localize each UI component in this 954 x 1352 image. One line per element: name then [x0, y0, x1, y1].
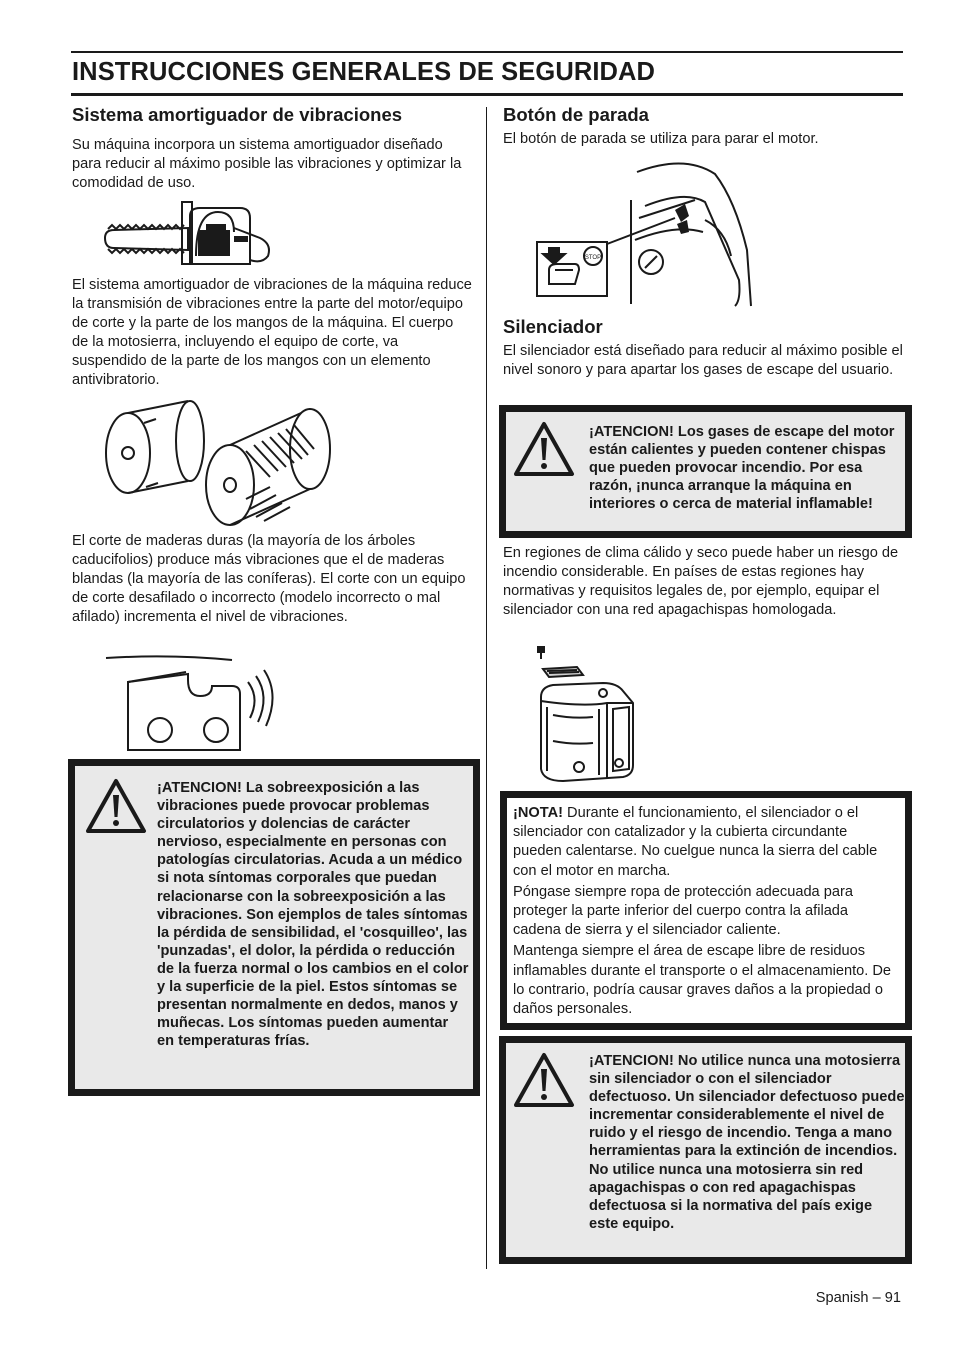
note-paragraph-3: Mantenga siempre el área de escape libre de residuos inflamables durante el transporte o el almacenamiento. De lo contrario, podría causar graves daños a la propiedad o daños personales.: [513, 943, 892, 1018]
muffler-text: El silenciador está diseñado para reducir al máximo posible el nivel sonoro y para apartar los gases de escape del usuario.: [503, 343, 903, 378]
warning-inner: [506, 412, 905, 531]
exhaust-warning-text: ¡ATENCION! Los gases de escape del motor están calientes y pueden contener chispas que pueden provocar incendio. Por esa razón, ¡nunca arranque la máquina en interiores o cerca de material inflamable!: [589, 424, 895, 513]
vibration-heading: Sistema amortiguador de vibraciones: [72, 104, 403, 125]
note-box: [500, 791, 912, 1030]
chainsaw-illustration: [100, 198, 280, 274]
muffler-illustration: [533, 645, 643, 785]
note-label: ¡NOTA!: [513, 805, 563, 821]
page-title: INSTRUCCIONES GENERALES DE SEGURIDAD: [72, 58, 656, 86]
stop-button-illustration: [535, 160, 753, 310]
title-underline: [71, 93, 903, 96]
vibration-intro: Su máquina incorpora un sistema amortiguador diseñado para reducir al máximo posible las vibraciones y optimizar la comodidad de uso.: [72, 137, 462, 191]
saw-chain-illustration: [100, 652, 280, 754]
note-inner: [507, 798, 905, 1023]
vibration-system-text: El sistema amortiguador de vibraciones de la máquina reduce la transmisión de vibraciones entre la parte del motor/equipo de corte y la parte de los mangos de la máquina. El cuerpo de la motosierra, incluyendo el equipo de corte, va suspendido de la parte de los mangos con un elemento antivibratorio.: [72, 277, 472, 388]
column-divider: [486, 107, 487, 1269]
muffler-heading: Silenciador: [503, 316, 603, 337]
top-rule: [71, 51, 903, 53]
warning-triangle-icon: [512, 1051, 576, 1109]
note-paragraph-2: Póngase siempre ropa de protección adecuada para proteger la parte inferior del cuerpo contra la afilada cadena de sierra y el silenciador caliente.: [513, 883, 853, 939]
vibration-warning-text: ¡ATENCION! La sobreexposición a las vibraciones puede provocar problemas circulatorios y dolencias de carácter nervioso, especialmente en personas con patologías circulatorias. Acuda a un médico si nota síntomas corporales que puedan relacionarse con la sobreexposición a las vibraciones. Son ejemplos de tales síntomas la pérdida de sensibilidad, el 'cosquilleo', las 'punzadas', el dolor, la pérdida o reducción de la fuerza normal o los cambios en el color y la superficie de la piel. Estos síntomas se presentan normalmente en dedos, manos y muñecas. Los síntomas pueden aumentar en temperaturas frías.: [157, 780, 469, 1050]
page-footer: Spanish – 91: [815, 1290, 901, 1306]
note-text-1: Durante el funcionamiento, el silenciador o el silenciador con catalizador y la cubierta circundante pueden calentarse. No cuelgue nunca la sierra del cable con el motor en marcha.: [513, 805, 878, 879]
warning-triangle-icon: [512, 420, 576, 478]
antivibration-elements-illustration: [100, 395, 350, 530]
hardwood-text: El corte de maderas duras (la mayoría de los árboles caducifolios) produce más vibraciones que el de maderas blandas (la mayoría de las coníferas). El corte con un equipo de corte desafilado o incorrecto (modelo incorrecto o mal afilado) incrementa el nivel de vibraciones.: [72, 533, 466, 625]
warning-inner: [75, 766, 473, 1089]
stop-button-text: El botón de parada se utiliza para parar el motor.: [503, 131, 819, 147]
stop-label: STOP: [584, 255, 602, 261]
muffler-warning-box: [499, 1036, 912, 1264]
muffler-warning-text: ¡ATENCION! No utilice nunca una motosierra sin silenciador o con el silenciador defectuoso. Un silenciador defectuoso puede incrementar considerablemente el nivel de ruido y el riesgo de incendio. Tenga a mano herramientas para la extinción de incendios. No utilice nunca una motosierra sin red apagachispas o con red apagachispas defectuosa si la normativa del país exige este equipo.: [589, 1053, 905, 1232]
vibration-warning-box: [68, 759, 480, 1096]
fire-risk-text: En regiones de clima cálido y seco puede haber un riesgo de incendio considerable. En países de estas regiones hay normativas y requisitos legales de, por ejemplo, equipar el silenciador con una red apagachispas homologada.: [503, 545, 899, 618]
note-paragraph-1: [513, 804, 899, 881]
warning-triangle-icon: [84, 777, 148, 835]
exhaust-warning-box: [499, 405, 912, 538]
warning-inner: [506, 1043, 905, 1257]
stop-button-heading: Botón de parada: [503, 104, 649, 125]
